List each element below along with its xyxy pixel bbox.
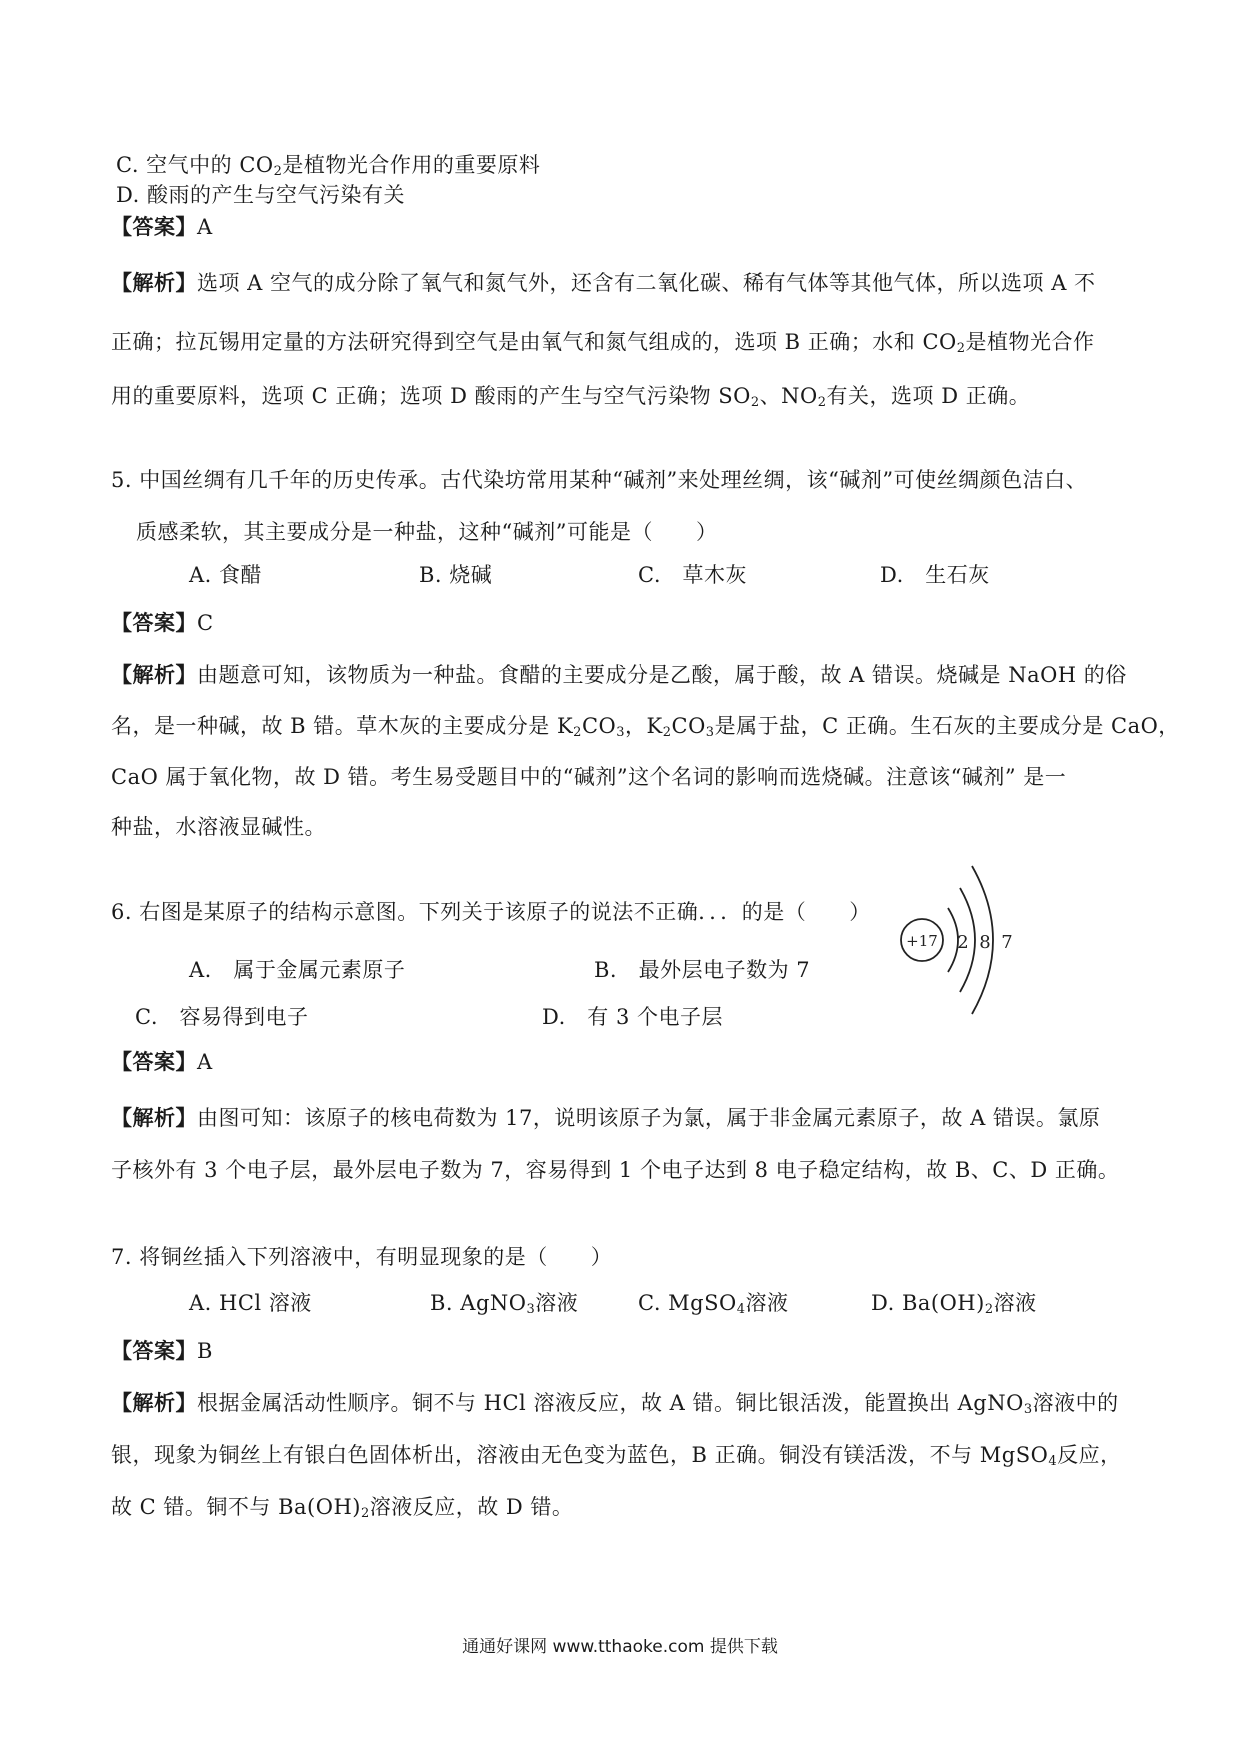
q5-analysis-line-3: CaO 属于氧化物，故 D 错。考生易受题目中的“碱剂”这个名词的影响而选烧碱。注意该“碱剂” 是一 bbox=[111, 765, 1067, 789]
shell-1-electrons: 2 bbox=[957, 932, 969, 953]
analysis-text: 由题意可知，该物质为一种盐。食醋的主要成分是乙酸，属于酸，故 A 错误。烧碱是 NaOH 的俗 bbox=[197, 663, 1127, 687]
answer-value: B bbox=[197, 1339, 213, 1363]
q6-option-c: C. 容易得到电子 bbox=[135, 1005, 309, 1029]
subscript: 3 bbox=[1023, 1402, 1033, 1417]
analysis-text: CO bbox=[581, 714, 617, 738]
q4-option-c bbox=[116, 150, 540, 180]
q6-option-a: A. 属于金属元素原子 bbox=[189, 958, 406, 982]
nucleus-charge: +17 bbox=[906, 932, 938, 950]
q7-analysis-line-3 bbox=[111, 1492, 573, 1522]
option-text: 溶液 bbox=[993, 1291, 1037, 1315]
analysis-text: 是属于盐，C 正确。生石灰的主要成分是 CaO， bbox=[714, 714, 1180, 738]
subscript: 2 bbox=[273, 164, 283, 179]
q6-analysis-line-2: 子核外有 3 个电子层，最外层电子数为 7，容易得到 1 个电子达到 8 电子稳定结构，故 B、C、D 正确。 bbox=[111, 1158, 1120, 1182]
analysis-text: 名，是一种碱，故 B 错。草木灰的主要成分是 K bbox=[111, 714, 574, 738]
subscript: 4 bbox=[1048, 1454, 1058, 1469]
answer-label: 【答案】 bbox=[111, 1338, 197, 1363]
atom-structure-diagram bbox=[890, 858, 1030, 1018]
analysis-label: 【解析】 bbox=[111, 1390, 197, 1415]
q4-answer bbox=[111, 212, 213, 242]
subscript: 3 bbox=[616, 725, 626, 740]
q5-analysis-line-4: 种盐，水溶液显碱性。 bbox=[111, 815, 326, 839]
option-text: B. AgNO bbox=[430, 1291, 527, 1315]
subscript: 2 bbox=[360, 1506, 370, 1521]
analysis-label: 【解析】 bbox=[111, 662, 197, 687]
analysis-text: 是植物光合作 bbox=[965, 330, 1095, 354]
q7-analysis-line-2 bbox=[111, 1440, 1122, 1470]
q7-option-b bbox=[430, 1288, 578, 1318]
option-text: C. MgSO bbox=[638, 1291, 737, 1315]
option-text: 溶液 bbox=[535, 1291, 579, 1315]
q5-option-b: B. 烧碱 bbox=[419, 563, 493, 587]
q7-option-a: A. HCl 溶液 bbox=[189, 1291, 312, 1315]
q6-option-b: B. 最外层电子数为 7 bbox=[594, 958, 811, 982]
subscript: 2 bbox=[956, 341, 966, 356]
answer-label: 【答案】 bbox=[111, 214, 197, 239]
analysis-text: 、NO bbox=[759, 384, 818, 408]
answer-label: 【答案】 bbox=[111, 610, 197, 635]
analysis-text: 故 C 错。铜不与 Ba(OH) bbox=[111, 1495, 361, 1519]
q5-analysis-line-1 bbox=[111, 660, 1127, 690]
q6-option-d: D. 有 3 个电子层 bbox=[542, 1005, 723, 1029]
analysis-text: 正确；拉瓦锡用定量的方法研究得到空气是由氧气和氮气组成的，选项 B 正确；水和 CO bbox=[111, 330, 957, 354]
q5-answer bbox=[111, 608, 214, 638]
analysis-label: 【解析】 bbox=[111, 270, 197, 295]
subscript: 2 bbox=[817, 395, 827, 410]
q5-option-d: D. 生石灰 bbox=[880, 563, 990, 587]
analysis-text: 选项 A 空气的成分除了氧气和氮气外，还含有二氧化碳、稀有气体等其他气体，所以选项 A 不 bbox=[197, 271, 1096, 295]
q7-option-c bbox=[638, 1288, 789, 1318]
analysis-text: 根据金属活动性顺序。铜不与 HCl 溶液反应，故 A 错。铜比银活泼，能置换出 AgNO bbox=[197, 1391, 1024, 1415]
q5-stem-line-1: 5. 中国丝绸有几千年的历史传承。古代染坊常用某种“碱剂”来处理丝绸，该“碱剂”可使丝绸颜色洁白、 bbox=[111, 468, 1088, 492]
q4-option-d: D. 酸雨的产生与空气污染有关 bbox=[116, 183, 405, 207]
q5-analysis-line-2 bbox=[111, 711, 1180, 741]
analysis-label: 【解析】 bbox=[111, 1105, 197, 1130]
q4-analysis-line-3 bbox=[111, 381, 1030, 411]
shell-2-electrons: 8 bbox=[979, 932, 991, 953]
analysis-text: 由图可知：该原子的核电荷数为 17，说明该原子为氯，属于非金属元素原子，故 A 错误。氯原 bbox=[197, 1106, 1101, 1130]
q4-analysis-line-2 bbox=[111, 327, 1095, 357]
q7-stem: 7. 将铜丝插入下列溶液中，有明显现象的是（ ） bbox=[111, 1245, 613, 1269]
analysis-text: CO bbox=[671, 714, 706, 738]
analysis-text: 银，现象为铜丝上有银白色固体析出，溶液由无色变为蓝色，B 正确。铜没有镁活泼，不与 MgSO bbox=[111, 1443, 1049, 1467]
analysis-text: ，K bbox=[625, 714, 663, 738]
q4-option-c-text: C. 空气中的 CO bbox=[116, 153, 274, 177]
answer-label: 【答案】 bbox=[111, 1049, 197, 1074]
answer-value: A bbox=[197, 1050, 213, 1074]
answer-value: C bbox=[197, 611, 214, 635]
page-footer: 通通好课网 www.tthaoke.com 提供下载 bbox=[462, 1637, 778, 1657]
q4-option-c-text-end: 是植物光合作用的重要原料 bbox=[282, 153, 541, 177]
subscript: 2 bbox=[984, 1302, 994, 1317]
analysis-text: 溶液反应，故 D 错。 bbox=[369, 1495, 574, 1519]
q5-option-c: C. 草木灰 bbox=[638, 563, 747, 587]
analysis-text: 溶液中的 bbox=[1032, 1391, 1119, 1415]
answer-value: A bbox=[197, 215, 213, 239]
q7-answer bbox=[111, 1336, 213, 1366]
subscript: 4 bbox=[736, 1302, 746, 1317]
subscript: 3 bbox=[705, 725, 715, 740]
q7-analysis-line-1 bbox=[111, 1388, 1119, 1418]
subscript: 2 bbox=[750, 395, 760, 410]
q5-option-a: A. 食醋 bbox=[189, 563, 263, 587]
shell-3-electrons: 7 bbox=[1001, 932, 1013, 953]
option-text: D. Ba(OH) bbox=[871, 1291, 985, 1315]
subscript: 2 bbox=[573, 725, 582, 740]
q6-analysis-line-1 bbox=[111, 1103, 1100, 1133]
q7-option-d bbox=[871, 1288, 1037, 1318]
q4-analysis-line-1 bbox=[111, 268, 1096, 298]
subscript: 3 bbox=[526, 1302, 536, 1317]
q6-answer bbox=[111, 1047, 213, 1077]
subscript: 2 bbox=[662, 725, 672, 740]
q5-stem-line-2: 质感柔软，其主要成分是一种盐，这种“碱剂”可能是（ ） bbox=[136, 520, 718, 544]
analysis-text: 用的重要原料，选项 C 正确；选项 D 酸雨的产生与空气污染物 SO bbox=[111, 384, 751, 408]
analysis-text: 有关，选项 D 正确。 bbox=[826, 384, 1031, 408]
q6-stem: 6. 右图是某原子的结构示意图。下列关于该原子的说法不正确．．．的是（ ） bbox=[111, 900, 871, 924]
analysis-text: 反应， bbox=[1057, 1443, 1122, 1467]
option-text: 溶液 bbox=[745, 1291, 789, 1315]
